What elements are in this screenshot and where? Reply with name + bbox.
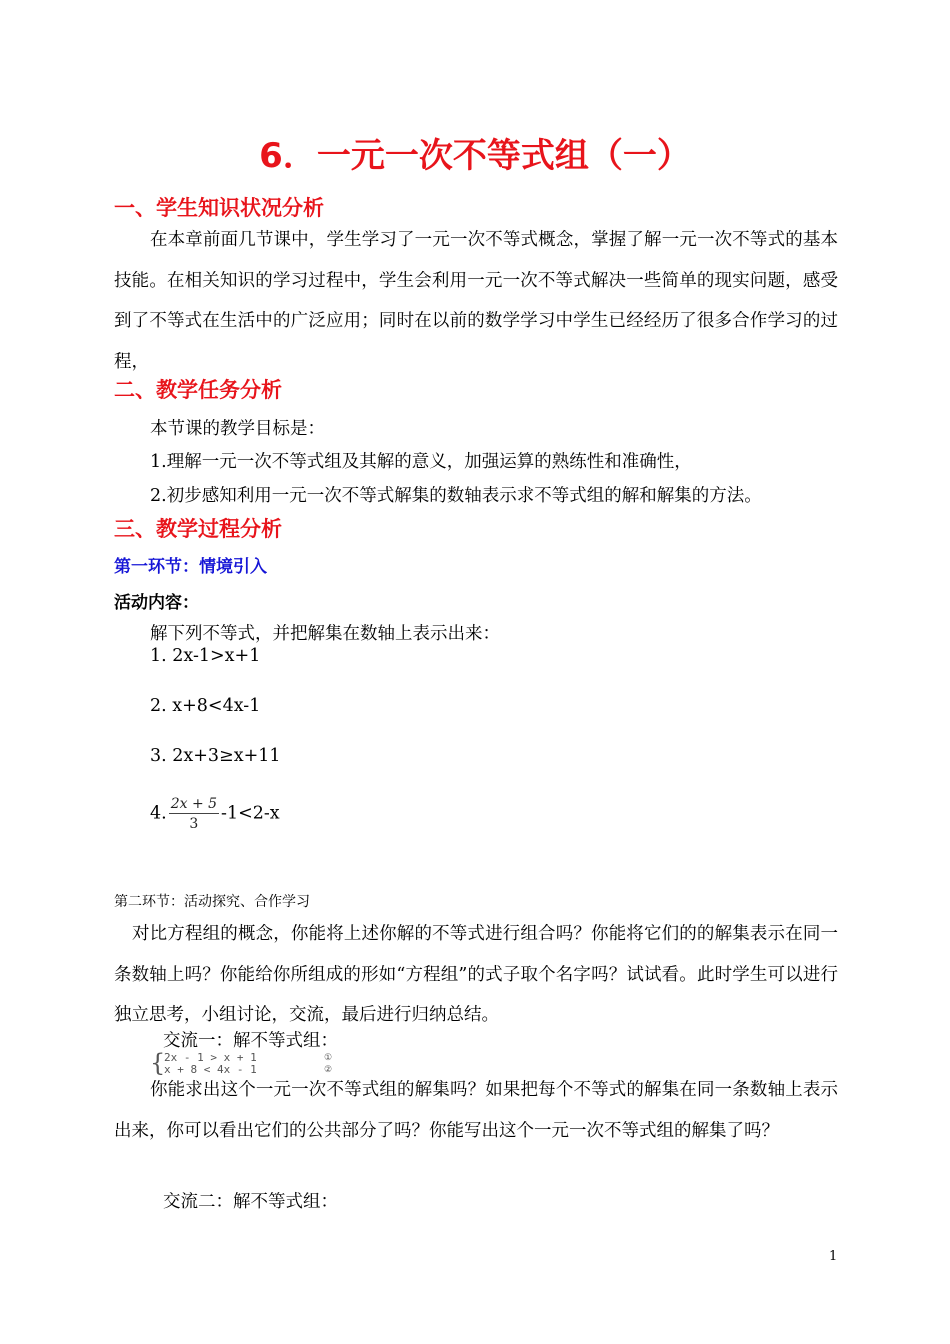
inequality-item-3: 3. 2x+3≥x+11 xyxy=(150,746,281,766)
stage2-heading: 第二环节：活动探究、合作学习 xyxy=(114,894,310,910)
brace-icon: { xyxy=(150,1049,166,1077)
goal-item: 1.理解一元一次不等式组及其解的意义，加强运算的熟练性和准确性， xyxy=(150,452,692,472)
section-heading-3: 三、教学过程分析 xyxy=(114,517,282,541)
page-number: 1 xyxy=(829,1249,838,1264)
inequality-item-4 xyxy=(150,796,280,832)
system-mark-2: ② xyxy=(324,1065,333,1075)
item4-prefix: 4. xyxy=(150,803,167,824)
stage1-instruction: 解下列不等式，并把解集在数轴上表示出来： xyxy=(150,624,500,644)
fraction-numerator: 2x + 5 xyxy=(170,796,218,812)
section1-paragraph: 在本章前面几节课中，学生学习了一元一次不等式概念，掌握了解一元一次不等式的基本技能。在相关知识的学习过程中，学生会利用一元一次不等式解决一些简单的现实问题，感受到了不等式在生活中的广泛应用；同时在以前的数学学习中学生已经经历了很多合作学习的过程， xyxy=(114,230,838,372)
stage2-paragraph: 对比方程组的概念，你能将上述你解的不等式进行组合吗？你能将它们的的解集表示在同一条数轴上吗？你能给你所组成的形如“方程组”的式子取个名字吗？试试看。此时学生可以进行独立思考，小组讨论，交流，最后进行归纳总结。 xyxy=(114,924,838,1025)
system-row-1: 2x - 1 > x + 1 xyxy=(164,1051,257,1064)
stage1-heading: 第一环节：情境引入 xyxy=(114,557,267,577)
item4-suffix: -1<2-x xyxy=(221,803,280,824)
fraction xyxy=(169,796,219,832)
inequality-item-1: 1. 2x-1>x+1 xyxy=(150,646,261,666)
section-heading-2: 二、教学任务分析 xyxy=(114,378,282,402)
system-mark-1: ① xyxy=(324,1053,333,1063)
stage2-paragraph2: 你能求出这个一元一次不等式组的解集吗？如果把每个不等式的解集在同一条数轴上表示出来，你可以看出它们的公共部分了吗？你能写出这个一元一次不等式组的解集了吗？ xyxy=(114,1080,838,1141)
page-title: 6．一元一次不等式组（一） xyxy=(259,136,691,176)
exchange1-label: 交流一：解不等式组： xyxy=(163,1031,338,1051)
section-heading-1: 一、学生知识状况分析 xyxy=(114,196,324,220)
fraction-denominator: 3 xyxy=(189,816,199,832)
inequality-item-2: 2. x+8<4x-1 xyxy=(150,696,261,716)
system-row-2: x + 8 < 4x - 1 xyxy=(164,1063,257,1076)
exchange2-label: 交流二：解不等式组： xyxy=(163,1192,338,1212)
goals-intro: 本节课的教学目标是： xyxy=(150,419,325,439)
activity-label: 活动内容： xyxy=(114,593,199,613)
goal-item: 2.初步感知利用一元一次不等式解集的数轴表示求不等式组的解和解集的方法。 xyxy=(150,486,762,506)
